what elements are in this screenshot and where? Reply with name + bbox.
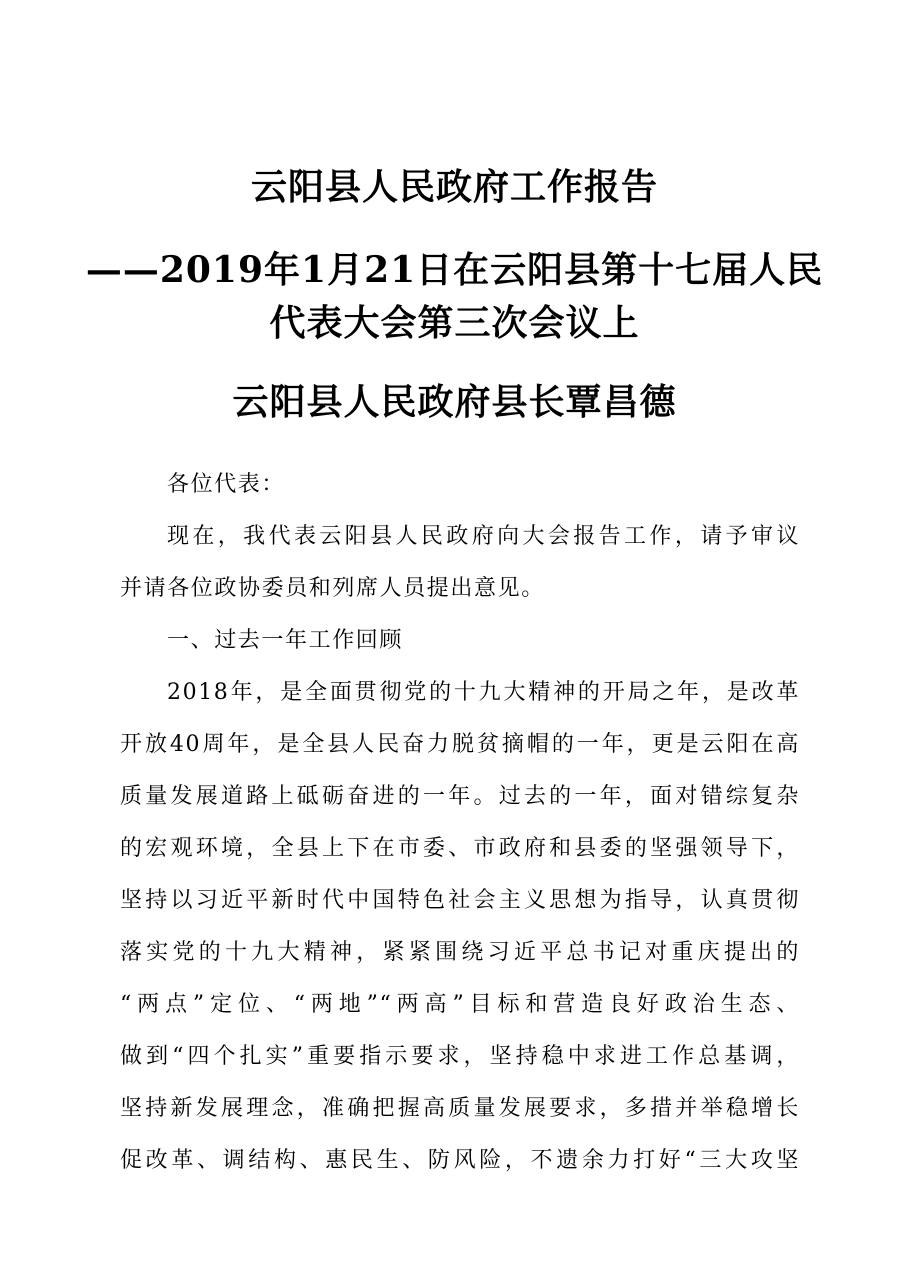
paragraph-line: 坚持新发展理念，准确把握高质量发展要求，多措并举稳增长 bbox=[120, 1096, 800, 1121]
paragraph-line: 的宏观环境，全县上下在市委、市政府和县委的坚强领导下， bbox=[120, 836, 800, 861]
paragraph-line: 促改革、调结构、惠民生、防风险，不遗余力打好“三大攻坚 bbox=[120, 1148, 800, 1173]
paragraph-line: 开放40周年，是全县人民奋力脱贫摘帽的一年，更是云阳在高 bbox=[120, 732, 800, 757]
report-subtitle-line-1: ——2019年1月21日在云阳县第十七届人民 bbox=[85, 249, 824, 291]
paragraph-line: “两点”定位、“两地”“两高”目标和营造良好政治生态、 bbox=[120, 992, 800, 1017]
paragraph-line: 落实党的十九大精神，紧紧围绕习近平总书记对重庆提出的 bbox=[120, 940, 800, 965]
report-subtitle-line-2: 代表大会第三次会议上 bbox=[269, 302, 640, 344]
report-author: 云阳县人民政府县长覃昌德 bbox=[232, 381, 677, 423]
report-title: 云阳县人民政府工作报告 bbox=[250, 166, 658, 208]
paragraph-line: 2018年，是全面贯彻党的十九大精神的开局之年，是改革 bbox=[167, 680, 800, 705]
section-heading: 一、过去一年工作回顾 bbox=[167, 628, 404, 653]
intro-line: 现在，我代表云阳县人民政府向大会报告工作，请予审议 bbox=[167, 524, 800, 549]
paragraph-line: 做到“四个扎实”重要指示要求，坚持稳中求进工作总基调， bbox=[120, 1044, 800, 1069]
salutation: 各位代表： bbox=[167, 472, 286, 497]
intro-line: 并请各位政协委员和列席人员提出意见。 bbox=[120, 576, 545, 601]
paragraph-line: 质量发展道路上砥砺奋进的一年。过去的一年，面对错综复杂 bbox=[120, 784, 800, 809]
paragraph-line: 坚持以习近平新时代中国特色社会主义思想为指导，认真贯彻 bbox=[120, 888, 800, 913]
report-body bbox=[120, 463, 800, 1183]
